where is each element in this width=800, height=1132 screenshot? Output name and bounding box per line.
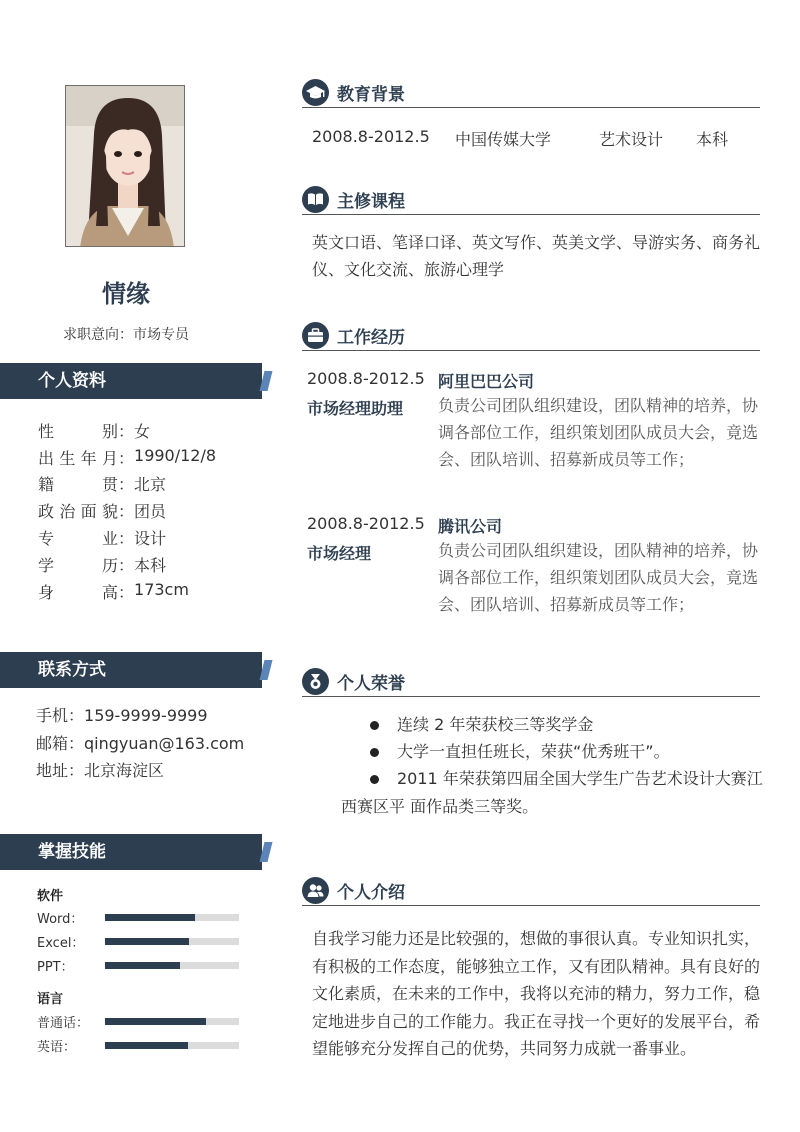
skill-row <box>37 956 247 975</box>
info-key: 学历 <box>38 556 118 575</box>
users-icon <box>302 877 329 904</box>
info-key: 出生年月 <box>38 449 118 468</box>
skill-row <box>37 1012 247 1031</box>
job-description: 负责公司团队组织建设，团队精神的培养，协 调各部位工作，组织策划团队成员大会，竟选 会、团队培训、招募新成员等工作； <box>438 396 759 469</box>
info-value: 北京 <box>134 475 167 494</box>
job-intent-label: 求职意向： <box>63 327 133 343</box>
section-band-personal <box>0 363 262 399</box>
section-band-skills <box>0 834 262 870</box>
info-row-gender: 性别 ： 女 <box>38 419 150 442</box>
skill-name: Excel： <box>37 936 85 951</box>
info-value: 团员 <box>134 502 167 521</box>
section-title-courses: 主修课程 <box>337 192 405 212</box>
info-value: 女 <box>134 422 151 441</box>
skill-row <box>37 932 247 951</box>
graduation-cap-icon <box>302 79 329 106</box>
job-period: 2008.8-2012.5 <box>307 369 425 388</box>
section-divider <box>302 905 760 906</box>
job-description: 负责公司团队组织建设，团队精神的培养，协 调各部位工作，组织策划团队成员大会，竟选 会、团队培训、招募新成员等工作； <box>438 541 759 614</box>
section-title-honors: 个人荣誉 <box>337 674 405 694</box>
info-row-major: 专业 ： 设计 <box>38 526 166 549</box>
section-title-education: 教育背景 <box>337 85 405 105</box>
info-value: 设计 <box>134 529 167 548</box>
job-title: 市场经理 <box>307 544 372 563</box>
info-value: 173cm <box>134 580 189 599</box>
contact-phone: 手机：159-9999-9999 <box>36 706 208 725</box>
intro-text: 自我学习能力还是比较强的，想做的事很认真。专业知识扎实， 有积极的工作态度，能够独立工作，又有团队精神。具有良好的 文化素质，在未来的工作中，我将以充沛的精力，努力工作，稳 定地进步自己的工作能力。我正在寻找一个更好的发展平台，希 望能够充分发挥自己的优势，共同努力成就一番事业。 <box>312 929 761 1058</box>
honor-item-continued: 西赛区平 面作品类三等奖。 <box>341 797 539 816</box>
skill-row <box>37 1036 247 1055</box>
section-divider <box>302 696 760 697</box>
section-band-contact <box>0 652 262 688</box>
skill-bar-fill <box>105 914 195 921</box>
section-divider <box>302 107 760 108</box>
skill-name: Word： <box>37 912 84 927</box>
skill-name: 英语： <box>37 1040 77 1055</box>
info-row-height: 身高 ： 173cm <box>38 580 189 602</box>
bullet-icon <box>370 748 379 757</box>
skill-name: PPT： <box>37 960 74 975</box>
section-header-work <box>302 322 760 352</box>
honor-item: 大学一直担任班长，荣获“优秀班干”。 <box>397 742 670 761</box>
briefcase-icon <box>302 322 329 349</box>
profile-photo <box>65 85 185 247</box>
skill-bar-fill <box>105 1018 206 1025</box>
skill-bar-track <box>105 962 239 969</box>
info-row-political: 政治面貌 ： 团员 <box>38 499 166 522</box>
info-value: 1990/12/8 <box>134 446 217 465</box>
section-title-personal: 个人资料 <box>38 371 106 391</box>
education-school: 中国传媒大学 <box>455 130 552 149</box>
job-title: 市场经理助理 <box>307 399 404 418</box>
courses-text: 英文口语、笔译口译、英文写作、英美文学、导游实务、商务礼 仪、文化交流、旅游心理学 <box>312 233 761 279</box>
skill-bar-track <box>105 914 239 921</box>
skill-bar-fill <box>105 1042 188 1049</box>
contact-address: 地址：北京海淀区 <box>36 761 165 780</box>
education-major: 艺术设计 <box>599 130 664 149</box>
book-icon <box>302 186 329 213</box>
contact-email: 邮箱：qingyuan@163.com <box>36 734 245 753</box>
job-intent-value: 市场专员 <box>133 327 189 343</box>
info-row-native: 籍贯 ： 北京 <box>38 472 166 495</box>
bullet-icon <box>370 721 379 730</box>
info-value: 本科 <box>134 556 167 575</box>
candidate-name: 情缘 <box>102 280 150 308</box>
section-header-honors <box>302 668 760 698</box>
education-degree: 本科 <box>696 130 729 149</box>
info-key: 身高 <box>38 583 118 602</box>
info-row-degree: 学历 ： 本科 <box>38 553 166 576</box>
section-header-courses <box>302 186 760 216</box>
skill-group-software: 软件 <box>37 889 64 904</box>
section-title-skills: 掌握技能 <box>38 842 106 862</box>
skill-bar-track <box>105 1042 239 1049</box>
honor-item: 2011 年荣获第四届全国大学生广告艺术设计大赛江 <box>397 769 763 788</box>
education-period: 2008.8-2012.5 <box>312 127 430 146</box>
section-header-education <box>302 79 760 109</box>
section-header-intro <box>302 877 760 907</box>
info-key: 政治面貌 <box>38 502 118 521</box>
info-key: 籍贯 <box>38 475 118 494</box>
section-title-contact: 联系方式 <box>38 660 106 680</box>
skill-row <box>37 908 247 927</box>
skill-bar-track <box>105 938 239 945</box>
skill-bar-track <box>105 1018 239 1025</box>
info-key: 性别 <box>38 422 118 441</box>
job-intent <box>0 324 252 344</box>
job-period: 2008.8-2012.5 <box>307 514 425 533</box>
info-key: 专业 <box>38 529 118 548</box>
skill-name: 普通话： <box>37 1016 90 1031</box>
portrait-image <box>66 86 185 247</box>
medal-icon <box>302 668 329 695</box>
section-divider <box>302 350 760 351</box>
section-divider <box>302 214 760 215</box>
skill-group-language: 语言 <box>37 992 64 1007</box>
section-title-intro: 个人介绍 <box>337 883 405 903</box>
job-company: 阿里巴巴公司 <box>438 372 535 391</box>
skill-bar-fill <box>105 938 189 945</box>
skill-bar-fill <box>105 962 180 969</box>
section-title-work: 工作经历 <box>337 328 405 348</box>
job-company: 腾讯公司 <box>438 517 503 536</box>
bullet-icon <box>370 775 379 784</box>
info-row-birth: 出生年月 ： 1990/12/8 <box>38 446 217 468</box>
honor-item: 连续 2 年荣获校三等奖学金 <box>397 715 594 734</box>
